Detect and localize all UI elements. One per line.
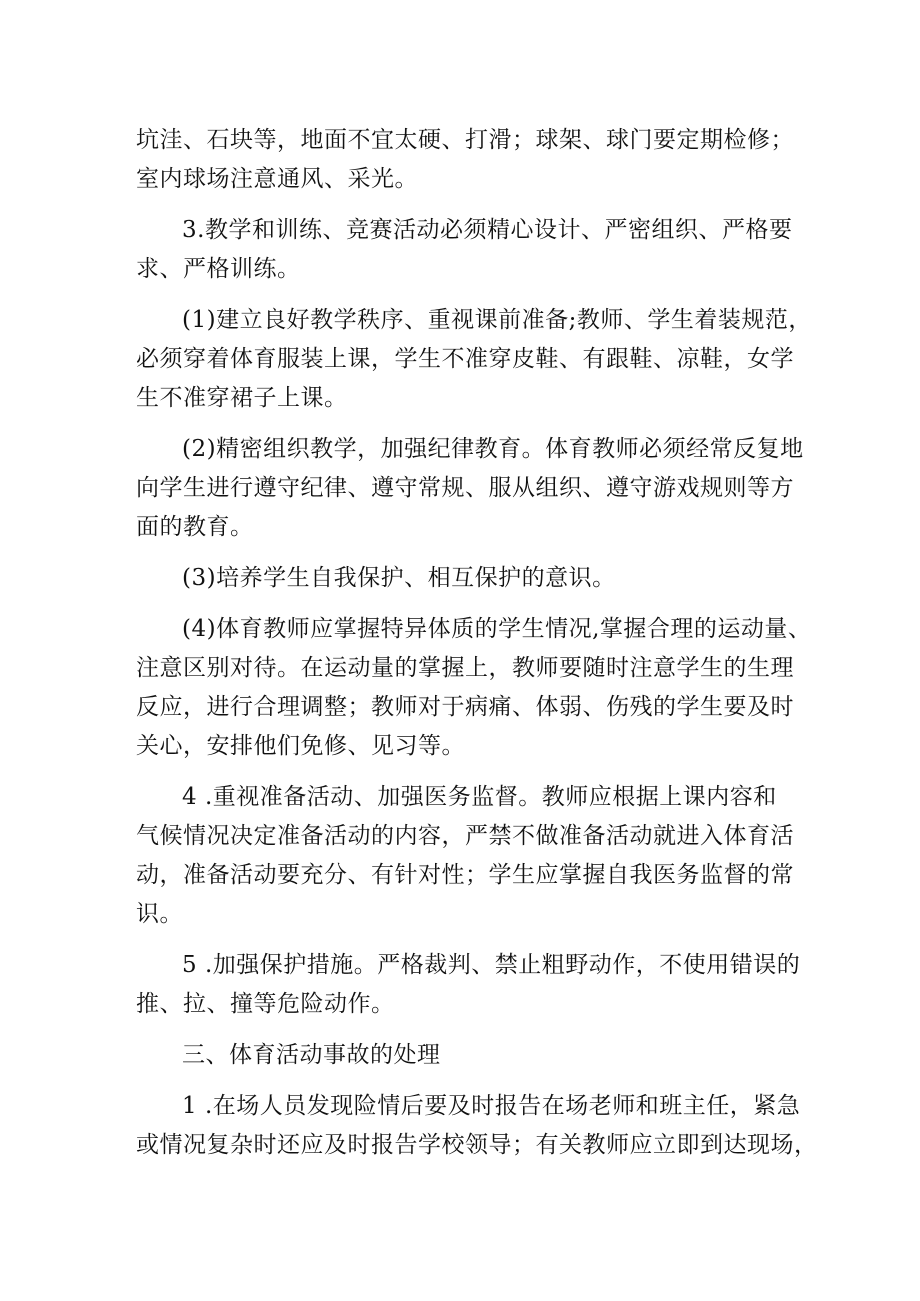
text-line: (4)体育教师应掌握特异体质的学生情况,掌握合理的运动量、 [182, 616, 812, 642]
text-line: 室内球场注意通风、采光。 [136, 166, 418, 192]
text-line: 3.教学和训练、竞赛活动必须精心设计、严密组织、严格要 [182, 217, 793, 243]
paragraph-subitem-1 [136, 301, 812, 418]
text-line: 注意区别对待。在运动量的掌握上，教师要随时注意学生的生理 [136, 655, 794, 681]
paragraph-accident-item-1 [136, 1087, 818, 1165]
text-line: 坑洼、石块等，地面不宜太硬、打滑；球架、球门要定期检修； [136, 127, 794, 153]
text-line: 面的教育。 [136, 514, 254, 540]
text-line: 或情况复杂时还应及时报告学校领导；有关教师应立即到达现场， [136, 1132, 818, 1158]
paragraph-item-3 [136, 211, 796, 289]
paragraph-subitem-3 [136, 559, 796, 598]
text-line: (1)建立良好教学秩序、重视课前准备;教师、学生着装规范， [182, 307, 812, 333]
paragraph-subitem-4 [136, 610, 812, 766]
text-line: (3)培养学生自我保护、相互保护的意识。 [182, 565, 616, 591]
text-line: 求、严格训练。 [136, 256, 301, 282]
paragraph-item-4 [136, 778, 796, 934]
document-body [136, 121, 818, 1165]
paragraph-subitem-2 [136, 430, 804, 547]
text-line: 识。 [136, 901, 183, 927]
text-line: 5 .加强保护措施。严格裁判、禁止粗野动作，不使用错误的 [182, 952, 801, 978]
text-line: 生不准穿裙子上课。 [136, 385, 348, 411]
text-line: 反应，进行合理调整；教师对于病痛、体弱、伤残的学生要及时 [136, 694, 794, 720]
text-line: 必须穿着体育服装上课，学生不准穿皮鞋、有跟鞋、凉鞋，女学 [136, 346, 794, 372]
section-heading-accident-handling [136, 1036, 796, 1075]
paragraph-item-5 [136, 946, 801, 1024]
text-line: 关心，安排他们免修、见习等。 [136, 733, 465, 759]
text-line: (2)精密组织教学，加强纪律教育。体育教师必须经常反复地 [182, 436, 804, 462]
text-line: 4 .重视准备活动、加强医务监督。教师应根据上课内容和 [182, 784, 777, 810]
paragraph-field-safety [136, 121, 796, 199]
text-line: 气候情况决定准备活动的内容，严禁不做准备活动就进入体育活 [136, 823, 794, 849]
text-line: 推、拉、撞等危险动作。 [136, 991, 395, 1017]
text-line: 1 .在场人员发现险情后要及时报告在场老师和班主任，紧急 [182, 1093, 801, 1119]
text-line: 向学生进行遵守纪律、遵守常规、服从组织、遵守游戏规则等方 [136, 475, 794, 501]
section-heading: 三、体育活动事故的处理 [182, 1042, 441, 1068]
text-line: 动，准备活动要充分、有针对性；学生应掌握自我医务监督的常 [136, 862, 794, 888]
